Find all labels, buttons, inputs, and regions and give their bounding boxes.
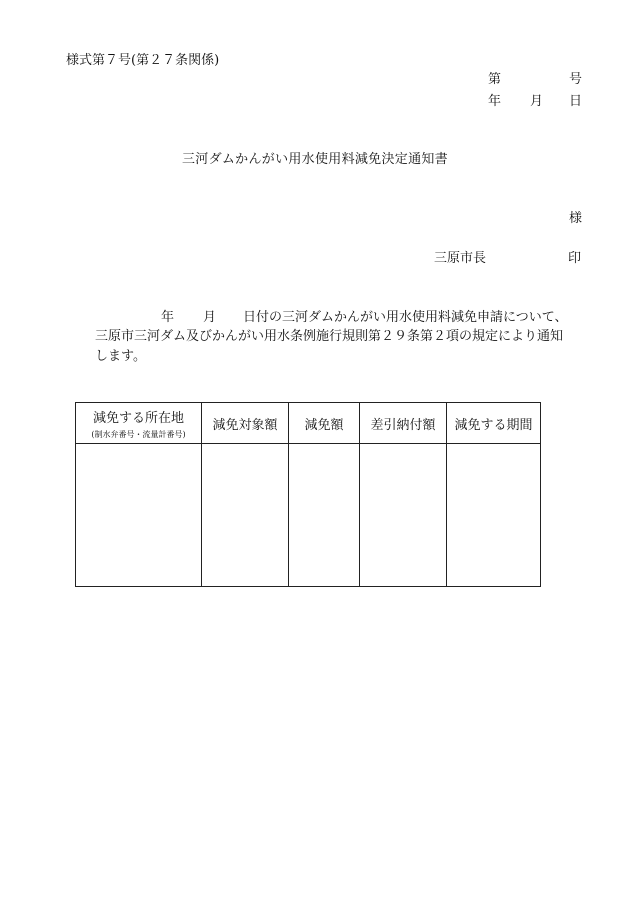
exemption-table — [75, 402, 541, 587]
table-cell-net-payment — [360, 444, 447, 587]
document-number-label-go: 号 — [569, 72, 583, 87]
body-line-1: 日付の三河ダムかんがい用水使用料減免申請について、 — [243, 310, 568, 325]
form-number: 様式第７号(第２７条関係) — [66, 53, 220, 68]
document-title: 三河ダムかんがい用水使用料減免決定通知書 — [181, 152, 448, 167]
column-header-period: 減免する期間 — [447, 403, 541, 444]
table-cell-exemption-amount — [289, 444, 360, 587]
seal-mark: 印 — [568, 251, 582, 266]
sender-name: 三原市長 — [434, 251, 487, 266]
column-header-location-sub: (制水弁番号・流量計番号) — [91, 429, 186, 439]
document-number-label-dai: 第 — [488, 72, 502, 87]
table-cell-target-amount — [202, 444, 289, 587]
column-header-net-payment: 差引納付額 — [360, 403, 447, 444]
date-year-label: 年 — [488, 94, 502, 109]
table-row — [76, 444, 541, 587]
table-cell-period — [447, 444, 541, 587]
body-line-2: 三原市三河ダム及びかんがい用水条例施行規則第２９条第２項の規定により通知 — [95, 329, 564, 344]
date-month-label: 月 — [530, 94, 544, 109]
column-header-location-label: 減免する所在地 — [92, 410, 184, 426]
body-year-label: 年 — [161, 310, 175, 325]
table-header-row — [76, 403, 541, 444]
body-line-3: します。 — [95, 349, 146, 364]
column-header-location — [76, 403, 202, 444]
body-month-label: 月 — [203, 310, 217, 325]
recipient-honorific: 様 — [569, 211, 583, 226]
column-header-exemption-amount: 減免額 — [289, 403, 360, 444]
table-cell-location — [76, 444, 202, 587]
date-day-label: 日 — [569, 94, 583, 109]
column-header-target-amount: 減免対象額 — [202, 403, 289, 444]
